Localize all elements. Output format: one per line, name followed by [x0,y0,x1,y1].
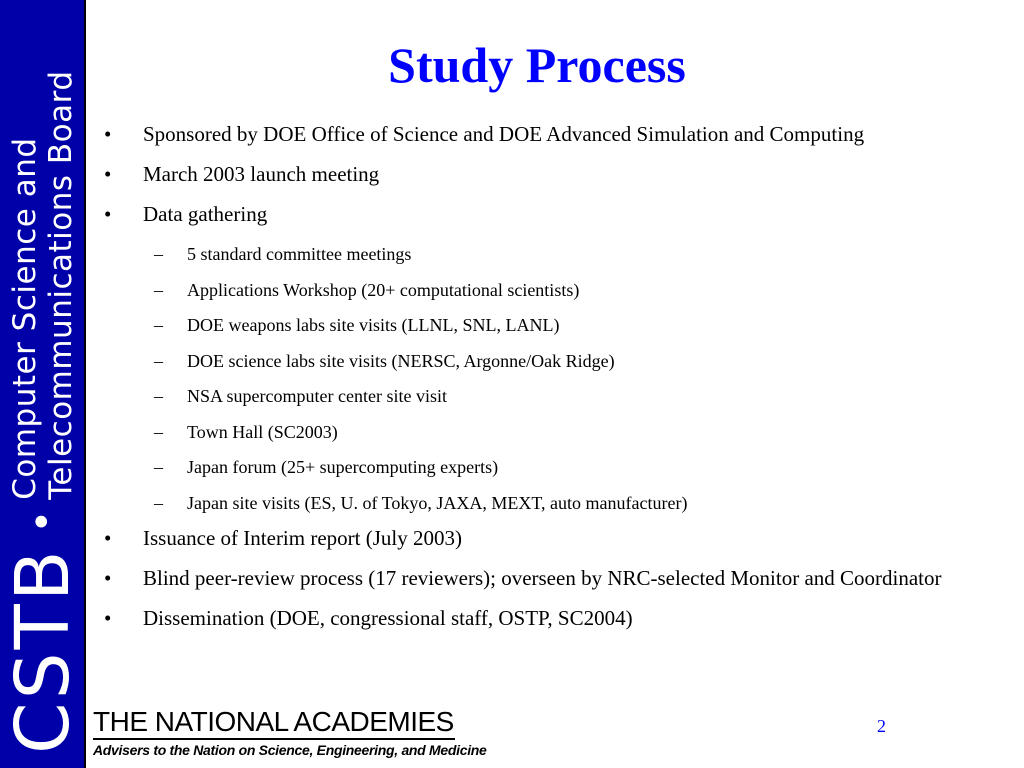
national-academies-logo [93,706,487,760]
logo-tagline: Advisers to the Nation on Science, Engineering, and Medicine [93,742,487,758]
bullet-item [104,122,984,146]
item-text: DOE science labs site visits (NERSC, Argonne/Oak Ridge) [187,350,615,371]
sub-bullet-item [154,349,984,373]
sub-bullet-item [154,420,984,444]
item-text: Blind peer-review process (17 reviewers); overseen by NRC-selected Monitor and Coordinator [143,566,942,590]
board-name [7,71,79,500]
bullet-marker: • [104,202,112,226]
item-text: Sponsored by DOE Office of Science and DOE Advanced Simulation and Computing [143,122,865,146]
bullet-marker: • [104,162,112,186]
item-text: Japan forum (25+ supercomputing experts) [187,457,499,477]
bullet-item [104,606,984,630]
side-brand-text [0,0,86,768]
item-text: Town Hall (SC2003) [187,421,338,442]
board-name-line1: Computer Science and [7,137,43,500]
page-number: 2 [877,716,886,736]
dash-marker: – [154,315,163,335]
sub-bullet-item [154,278,984,302]
bullet-marker: • [104,526,112,550]
dash-marker: – [154,421,163,442]
bullet-item [104,566,984,590]
bullet-item [104,162,984,186]
bullet-marker: • [104,122,112,146]
side-brand-band [0,0,86,768]
sub-bullet-item [154,242,984,266]
bullet-marker: • [104,606,112,630]
sub-bullet-item [154,455,984,479]
dash-marker: – [154,386,163,406]
item-text: Dissemination (DOE, congressional staff, OSTP, SC2004) [143,606,633,630]
item-text: 5 standard committee meetings [187,244,412,264]
dash-marker: – [154,279,163,300]
bullet-item [104,526,984,550]
separator-dot: • [20,509,66,534]
board-name-line2: Telecommunications Board [43,70,79,500]
sub-bullet-item [154,313,984,337]
item-text: March 2003 launch meeting [143,162,380,186]
dash-marker: – [154,244,163,264]
sub-bullet-item [154,384,984,408]
item-text: Issuance of Interim report (July 2003) [143,526,462,550]
sub-bullet-item [154,491,984,515]
item-text: NSA supercomputer center site visit [187,386,447,406]
bullet-marker: • [104,566,112,590]
item-text: Data gathering [143,202,268,226]
item-text: DOE weapons labs site visits (LLNL, SNL, LANL) [187,315,560,335]
item-text: Applications Workshop (20+ computational scientists) [187,279,580,300]
cstb-acronym: CSTB [0,547,86,754]
slide-title: Study Process [388,37,686,93]
dash-marker: – [154,492,163,513]
item-text: Japan site visits (ES, U. of Tokyo, JAXA, MEXT, auto manufacturer) [187,492,688,513]
bullet-list [104,122,984,646]
bullet-item [104,202,984,226]
logo-name: THE NATIONAL ACADEMIES [93,707,455,740]
dash-marker: – [154,350,163,371]
dash-marker: – [154,457,163,477]
